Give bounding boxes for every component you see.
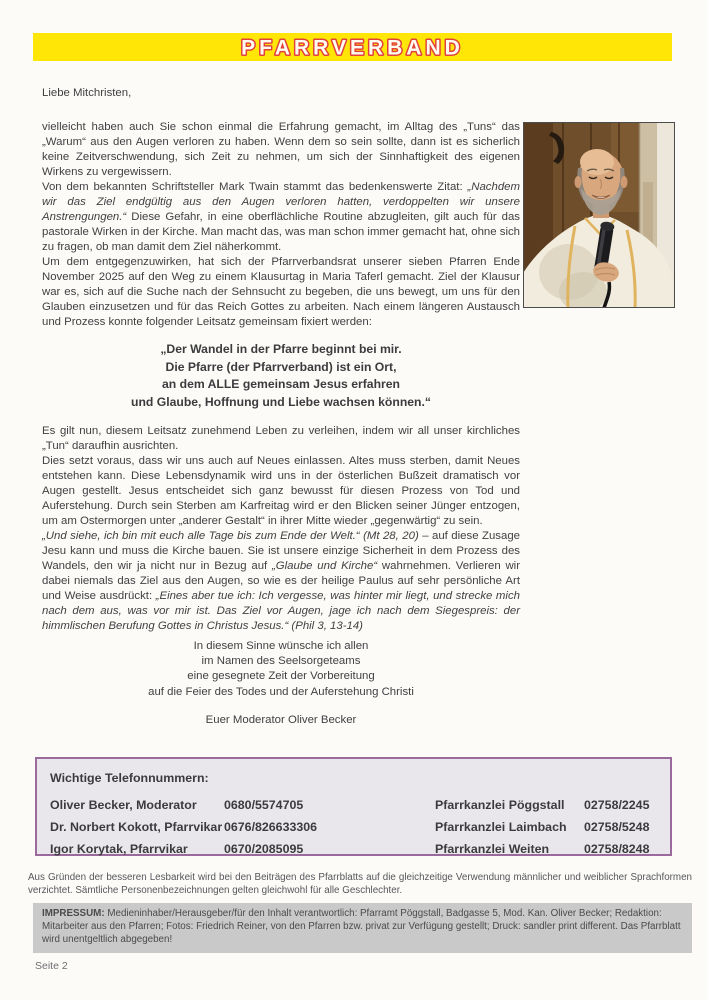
closing-line-2: im Namen des Seelsorgeteams (201, 655, 361, 668)
closing-block (42, 639, 520, 728)
office-phone: 02758/2245 (584, 798, 650, 812)
gender-footnote: Aus Gründen der besseren Lesbarkeit wird bei den Beiträgen des Pfarrblatts auf die gleichzeitige Verwendung männlicher und weiblicher Sprachformen verzichtet. Sämtliche Personenbezeichnungen gelten gleichwohl für alle Geschlechter. (28, 872, 692, 896)
phone-numbers-box (35, 757, 672, 856)
banner-title: PFARRVERBAND (241, 36, 464, 60)
contact-name: Oliver Becker, Moderator (50, 798, 197, 812)
office-name: Pfarrkanzlei Pöggstall (435, 798, 565, 812)
letter-body (42, 86, 520, 728)
phone-grid (50, 798, 670, 856)
paragraph-4: Es gilt nun, diesem Leitsatz zunehmend Leben zu verleihen, indem wir all unser kirchliches „Tun“ daraufhin ausrichten. (42, 425, 520, 452)
banner-art (33, 33, 672, 61)
impressum-box (33, 903, 692, 953)
office-phone: 02758/8248 (584, 842, 650, 856)
office-phone: 02758/5248 (584, 820, 650, 834)
priest-photo-art (523, 122, 675, 308)
paragraph-6: „Und siehe, ich bin mit euch alle Tage bis zum Ende der Welt.“ (Mt 28, 20) – auf diese Zusage Jesu kann und muss die Kirche bauen. Sie ist unsere einzige Sicherheit in dem Prozess des Wandels, den wir ja nicht nur in Bezug auf „Glaube und Kirche“ wahrnehmen. Verlieren wir dabei niemals das Ziel aus den Augen, so wie es der heilige Paulus auf sehr persönliche Art und Weise ausdrückt: „Eines aber tue ich: Ich vergesse, was hinter mir liegt, und strecke mich nach dem aus, was vor mir ist. Das Ziel vor Augen, jage ich nach dem Siegespreis: der himmlischen Berufung Gottes in Christus Jesus.“ (Phil 3, 13-14) (42, 530, 521, 632)
contact-name: Dr. Norbert Kokott, Pfarrvikar (50, 820, 223, 834)
paragraph-2: Von dem bekannten Schriftsteller Mark Twain stammt das bedenkenswerte Zitat: „Nachdem wir das Ziel endgültig aus den Augen verloren hatten, verdoppelten wir unsere Anstrengungen.“ Diese Gefahr, in eine oberflächliche Routine abzugleiten, gilt auch für das pastorale Wirken in der Kirche. Man macht das, was man schon immer gemacht hat, ohne sich zu fragen, ob man damit dem Ziel näherkommt. (42, 181, 520, 253)
office-name: Pfarrkanzlei Weiten (435, 842, 550, 856)
paragraph-3: Um dem entgegenzuwirken, hat sich der Pfarrverbandsrat unserer sieben Pfarren Ende November 2025 auf den Weg zu einem Klausurtag in Maria Taferl gemacht. Ziel der Klausur war es, sich auf die Suche nach der Sehnsucht zu begeben, die uns bewegt, um uns für den Glauben einzusetzen und für das Reich Gottes zu arbeiten. Nach einem längeren Austausch und Prozess konnte folgender Leitsatz gemeinsam fixiert werden: (42, 256, 520, 328)
section-banner (33, 33, 672, 61)
paragraph-1: vielleicht haben auch Sie schon einmal die Erfahrung gemacht, im Alltag des „Tuns“ das „Warum“ aus den Augen verloren zu haben. Wenn dem so sein sollte, dann ist es sicherlich keine Zeitverschwendung, sich Zeit zu nehmen, um sich der Sinnhaftigkeit des eigenen Wirkens zu vergewissern. (42, 121, 520, 178)
priest-photo (523, 122, 675, 308)
page-number: Seite 2 (35, 960, 68, 972)
leitsatz-line-1: „Der Wandel in der Pfarre beginnt bei mir. (160, 342, 402, 356)
contact-name: Igor Korytak, Pfarrvikar (50, 842, 188, 856)
leitsatz-quote (42, 341, 520, 411)
closing-line-1: In diesem Sinne wünsche ich allen (193, 640, 369, 652)
impressum-text: Medieninhaber/Herausgeber/für den Inhalt verantwortlich: Pfarramt Pöggstall, Badgasse 5, Mod. Kan. Oliver Becker; Redaktion: Mitarbeiter aus den Pfarren; Fotos: Friedrich Reiner, von den Pfarren bzw. privat zur Verfügung gestellt; Druck: sandler print different. Das Pfarrblatt wird unentgeltlich abgegeben! (42, 908, 681, 945)
impressum-label: IMPRESSUM: (42, 908, 105, 919)
leitsatz-line-4: und Glaube, Hoffnung und Liebe wachsen können.“ (131, 394, 431, 409)
contact-phone: 0680/5574705 (224, 798, 304, 812)
contact-phone: 0676/826633306 (224, 820, 318, 834)
closing-line-3: eine gesegnete Zeit der Vorbereitung (187, 670, 375, 683)
paragraph-5: Dies setzt voraus, dass wir uns auch auf Neues einlassen. Altes muss sterben, damit Neues entstehen kann. Diese Lebensdynamik wird uns in der österlichen Bußzeit dramatisch vor Augen gestellt. Jesus entscheidet sich ganz bewusst für diesen Prozess von Tod und Auferstehung. Durch sein Sterben am Karfreitag wird er den Blicken seiner Jünger entzogen, um am Ostermorgen unter „anderer Gestalt“ in ihrer Mitte wieder „gegenwärtig“ zu sein. (42, 455, 520, 527)
closing-line-4: auf die Feier des Todes und der Auferstehung Christi (148, 685, 414, 698)
phone-box-title: Wichtige Telefonnummern: (50, 771, 209, 785)
leitsatz-line-2: Die Pfarre (der Pfarrverband) ist ein Ort, (165, 359, 397, 374)
leitsatz-line-3: an dem ALLE gemeinsam Jesus erfahren (162, 377, 400, 391)
signature: Euer Moderator Oliver Becker (205, 713, 357, 726)
salutation: Liebe Mitchristen, (42, 87, 132, 99)
office-name: Pfarrkanzlei Laimbach (435, 820, 567, 834)
contact-phone: 0670/2085095 (224, 842, 304, 856)
